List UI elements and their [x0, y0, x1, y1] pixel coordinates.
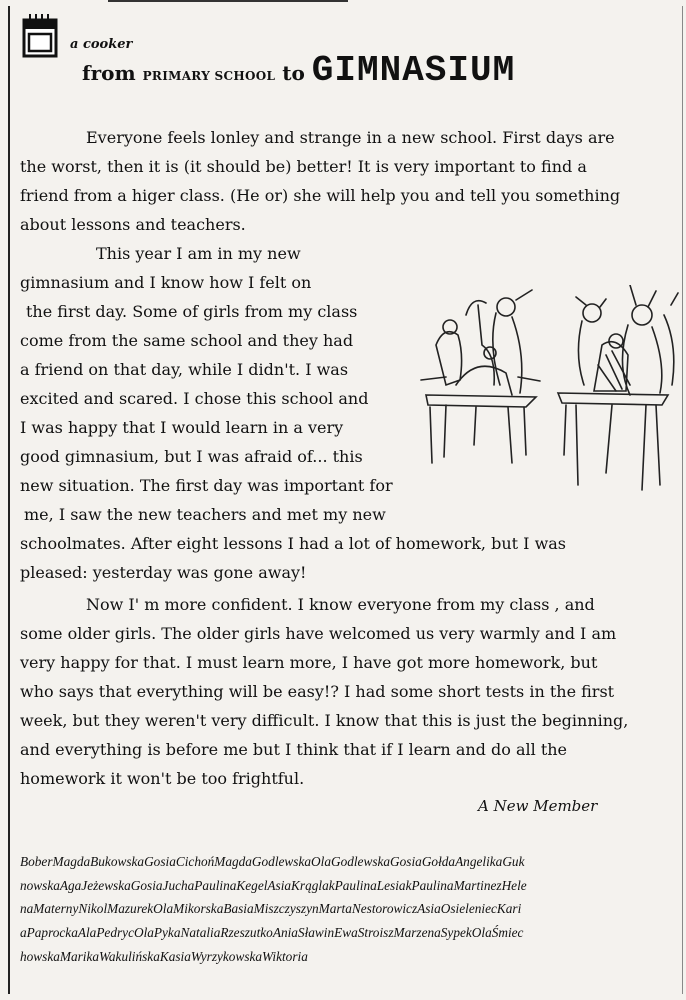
names-line: nowskaAgaJeżewskaGosiaJuchaPaulinaKegelAsiaKrąglakPaulinaLesiakPaulinaMartinezHele [20, 877, 527, 893]
text-line: pleased: yesterday was gone away! [20, 563, 307, 582]
text-line: homework it won't be too frightful. [20, 769, 305, 788]
student-names [20, 850, 666, 969]
names-line: naMaternyNikolMazurekOlaMikorskaBasiaMiszczyszynMartaNestorowiczAsiaOsieleniecKari [20, 901, 522, 917]
names-line: aPaprockaAlaPedrycOlaPykaNataliaRzeszutkoAniaSławinEwaStroiszMarzenaSypekOlaŚmiec [20, 925, 524, 941]
text-line: a friend on that day, while I didn't. I was [20, 360, 349, 379]
title-school: PRIMARY SCHOOL [142, 69, 276, 83]
text-line: new situation. The first day was important for [20, 476, 393, 495]
title-from: from [82, 61, 143, 85]
text-line: schoolmates. After eight lessons I had a lot of homework, but I was [20, 534, 567, 553]
text-line: me, I saw the new teachers and met my new [24, 505, 386, 524]
text-line: friend from a higer class. (He or) she will help you and tell you something [20, 186, 621, 205]
text-line: Now I' m more confident. I know everyone from my class , and [86, 595, 595, 614]
title-main: GIMNASIUM [311, 50, 516, 91]
classroom-drawing [416, 285, 686, 500]
text-line: gimnasium and I know how I felt on [20, 273, 312, 292]
text-line: come from the same school and they had [20, 331, 354, 350]
text-line: very happy for that. I must learn more, I have got more homework, but [20, 653, 598, 672]
signature: A New Member [478, 797, 598, 815]
text-line: the first day. Some of girls from my class [26, 302, 358, 321]
top-rule [108, 0, 348, 2]
text-line: the worst, then it is (it should be) better! It is very important to find a [20, 157, 587, 176]
cooker-icon [22, 12, 58, 58]
names-line: BoberMagdaBukowskaGosiaCichońMagdaGodlewskaOlaGodlewskaGosiaGołdaAngelikaGuk [20, 854, 525, 869]
title-to: to [275, 61, 312, 85]
text-line: and everything is before me but I think that if I learn and do all the [20, 740, 568, 759]
names-line: howskaMarikaWakulińskaKasiaWyrzykowskaWiktoria [20, 948, 308, 964]
text-line: Everyone feels lonley and strange in a new school. First days are [86, 128, 615, 147]
text-line: I was happy that I would learn in a very [20, 418, 344, 437]
text-line: about lessons and teachers. [20, 215, 246, 234]
text-line: excited and scared. I chose this school and [20, 389, 369, 408]
text-line: This year I am in my new [96, 244, 301, 263]
cooker-label: a cooker [70, 37, 133, 52]
article-title [82, 50, 515, 91]
text-line: who says that everything will be easy!? I had some short tests in the first [20, 682, 615, 701]
text-line: good gimnasium, but I was afraid of... this [20, 447, 363, 466]
text-line: week, but they weren't very difficult. I know that this is just the beginning, [20, 711, 629, 730]
text-line: some older girls. The older girls have welcomed us very warmly and I am [20, 624, 617, 643]
